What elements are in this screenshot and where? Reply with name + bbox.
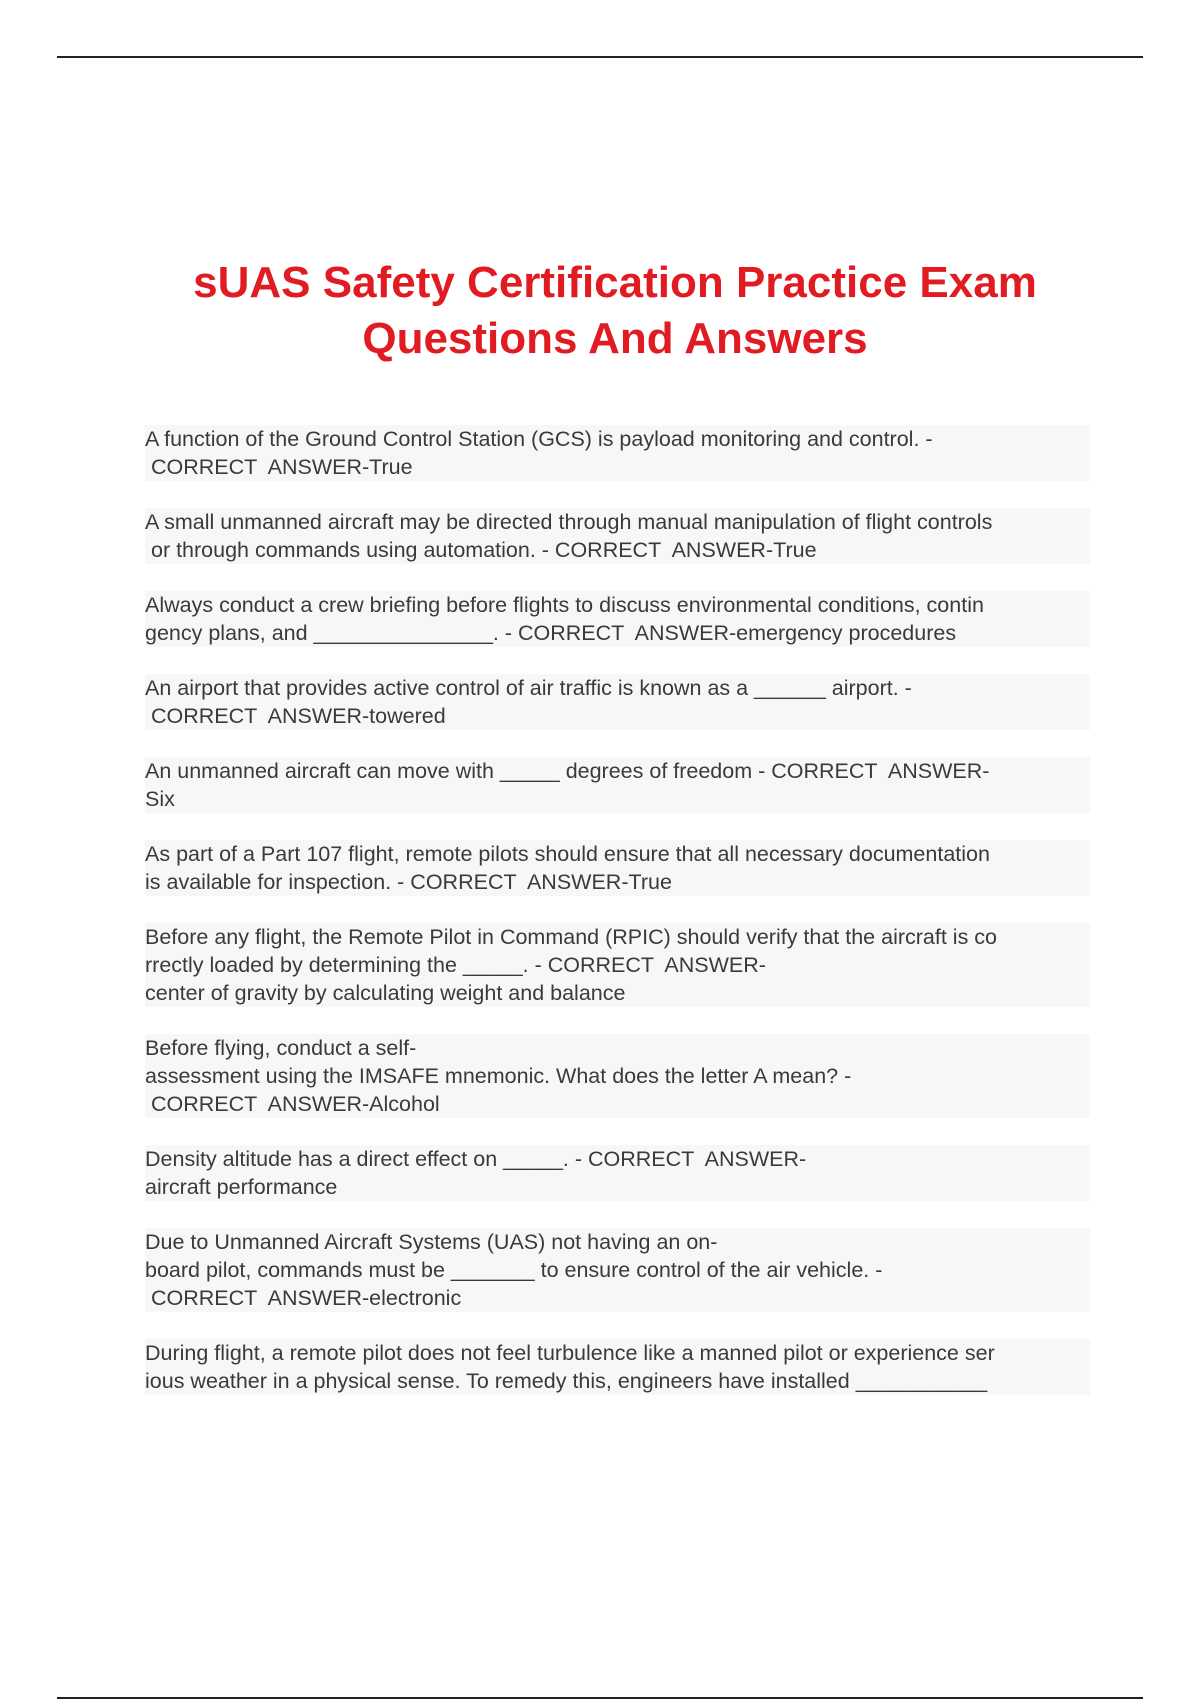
qa-item: An airport that provides active control of air traffic is known as a ______ airport. - CORRECT ANSWER-towered	[145, 674, 1090, 730]
qa-list	[145, 425, 1090, 1422]
page-title	[130, 255, 1100, 367]
qa-item: A small unmanned aircraft may be directed through manual manipulation of flight controls or through commands using automation. - CORRECT ANSWER-True	[145, 508, 1090, 564]
qa-item: As part of a Part 107 flight, remote pilots should ensure that all necessary documentation is available for inspection. - CORRECT ANSWER-True	[145, 840, 1090, 896]
title-line-1: sUAS Safety Certification Practice Exam	[193, 258, 1037, 307]
qa-item: Before flying, conduct a self- assessment using the IMSAFE mnemonic. What does the letter A mean? - CORRECT ANSWER-Alcohol	[145, 1034, 1090, 1118]
qa-item: A function of the Ground Control Station (GCS) is payload monitoring and control. - CORRECT ANSWER-True	[145, 425, 1090, 481]
qa-item: Density altitude has a direct effect on _____. - CORRECT ANSWER- aircraft performance	[145, 1145, 1090, 1201]
qa-item: Always conduct a crew briefing before flights to discuss environmental conditions, contin gency plans, and _______________. - CORRECT ANSWER-emergency procedures	[145, 591, 1090, 647]
qa-item: Before any flight, the Remote Pilot in Command (RPIC) should verify that the aircraft is co rrectly loaded by determining the _____. - CORRECT ANSWER- center of gravity by calculating weight and balance	[145, 923, 1090, 1007]
qa-item: Due to Unmanned Aircraft Systems (UAS) not having an on- board pilot, commands must be _______ to ensure control of the air vehicle. - CORRECT ANSWER-electronic	[145, 1228, 1090, 1312]
title-line-2: Questions And Answers	[362, 314, 868, 363]
qa-item: During flight, a remote pilot does not feel turbulence like a manned pilot or experience ser ious weather in a physical sense. To remedy this, engineers have installed ___________	[145, 1339, 1090, 1395]
qa-item: An unmanned aircraft can move with _____ degrees of freedom - CORRECT ANSWER- Six	[145, 757, 1090, 813]
top-rule	[57, 56, 1143, 58]
bottom-rule	[57, 1697, 1143, 1699]
